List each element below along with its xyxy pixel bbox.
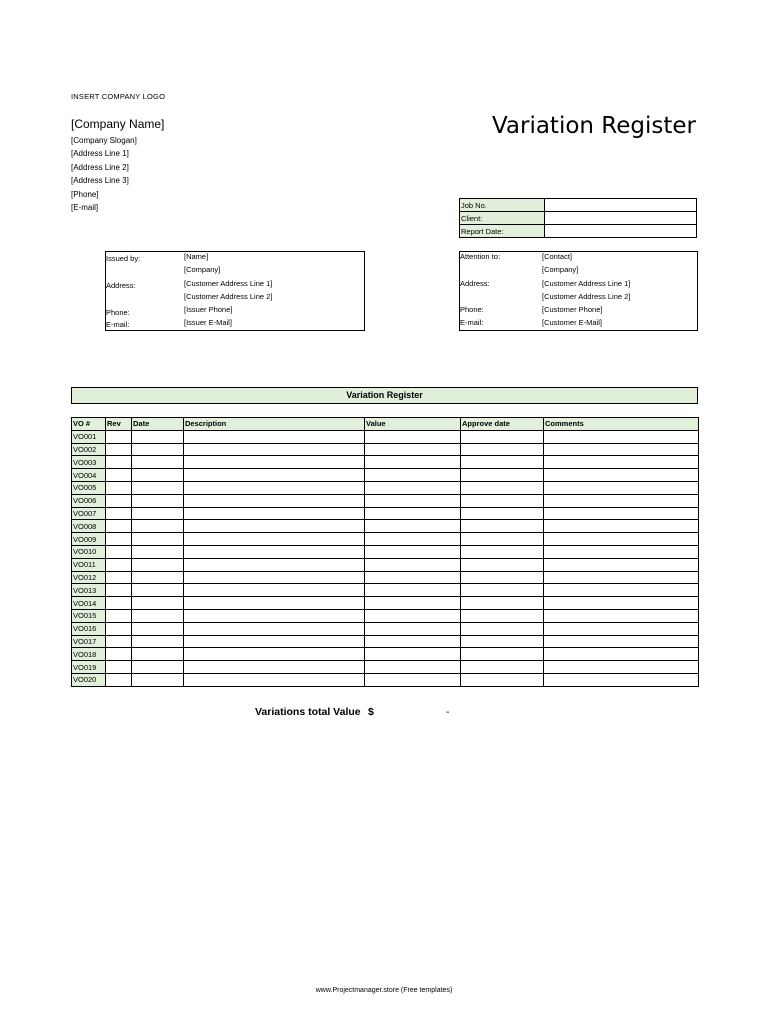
vo-number-cell: VO011 <box>72 558 106 571</box>
approve-date-cell[interactable] <box>461 558 544 571</box>
rev-cell[interactable] <box>106 571 132 584</box>
vo-number-cell: VO012 <box>72 571 106 584</box>
attention-to-box <box>459 251 698 331</box>
value-cell[interactable] <box>365 456 461 469</box>
company-email: [E-mail] <box>71 203 99 213</box>
date-cell[interactable] <box>132 469 184 482</box>
value-cell[interactable] <box>365 584 461 597</box>
comments-cell[interactable] <box>544 635 699 648</box>
vo-number-cell: VO002 <box>72 443 106 456</box>
table-row <box>72 443 699 456</box>
description-cell[interactable] <box>184 469 365 482</box>
comments-cell[interactable] <box>544 545 699 558</box>
contact-name: [Contact] <box>542 252 573 261</box>
rev-cell[interactable] <box>106 430 132 443</box>
value-cell[interactable] <box>365 533 461 546</box>
value-cell[interactable] <box>365 661 461 674</box>
approve-date-cell[interactable] <box>461 571 544 584</box>
approve-date-cell[interactable] <box>461 469 544 482</box>
issuer-address-line-2: [Customer Address Line 2] <box>184 292 273 301</box>
description-cell[interactable] <box>184 533 365 546</box>
description-cell[interactable] <box>184 494 365 507</box>
value-cell[interactable] <box>365 648 461 661</box>
comments-cell[interactable] <box>544 469 699 482</box>
date-cell[interactable] <box>132 481 184 494</box>
job-no-row <box>460 199 697 212</box>
rev-cell[interactable] <box>106 545 132 558</box>
table-row <box>72 481 699 494</box>
vo-number-cell: VO020 <box>72 673 106 686</box>
table-row <box>72 635 699 648</box>
customer-phone-label: Phone: <box>460 305 484 314</box>
date-cell[interactable] <box>132 533 184 546</box>
rev-cell[interactable] <box>106 673 132 686</box>
vo-number-cell: VO003 <box>72 456 106 469</box>
description-cell[interactable] <box>184 481 365 494</box>
approve-date-cell[interactable] <box>461 430 544 443</box>
approve-date-cell[interactable] <box>461 533 544 546</box>
description-cell[interactable] <box>184 597 365 610</box>
total-value: - <box>446 706 450 718</box>
rev-cell[interactable] <box>106 584 132 597</box>
table-row <box>72 456 699 469</box>
table-row <box>72 648 699 661</box>
vo-number-cell: VO014 <box>72 597 106 610</box>
approve-date-cell[interactable] <box>461 520 544 533</box>
value-cell[interactable] <box>365 635 461 648</box>
table-row <box>72 545 699 558</box>
value-cell[interactable] <box>365 673 461 686</box>
approve-date-cell[interactable] <box>461 443 544 456</box>
column-header-rev: Rev <box>106 418 132 431</box>
description-cell[interactable] <box>184 609 365 622</box>
rev-cell[interactable] <box>106 661 132 674</box>
table-row <box>72 469 699 482</box>
job-no-label: Job No. <box>460 199 545 212</box>
table-row <box>72 661 699 674</box>
value-cell[interactable] <box>365 622 461 635</box>
comments-cell[interactable] <box>544 597 699 610</box>
issuer-address-label: Address: <box>106 281 136 290</box>
comments-cell[interactable] <box>544 673 699 686</box>
report-date-row <box>460 225 697 238</box>
attention-to-label: Attention to: <box>460 252 501 261</box>
rev-cell[interactable] <box>106 520 132 533</box>
date-cell[interactable] <box>132 545 184 558</box>
date-cell[interactable] <box>132 661 184 674</box>
vo-number-cell: VO007 <box>72 507 106 520</box>
comments-cell[interactable] <box>544 622 699 635</box>
value-cell[interactable] <box>365 494 461 507</box>
comments-cell[interactable] <box>544 481 699 494</box>
table-row <box>72 584 699 597</box>
company-slogan: [Company Slogan] <box>71 136 137 145</box>
value-cell[interactable] <box>365 443 461 456</box>
description-cell[interactable] <box>184 661 365 674</box>
comments-cell[interactable] <box>544 533 699 546</box>
table-row <box>72 609 699 622</box>
approve-date-cell[interactable] <box>461 661 544 674</box>
rev-cell[interactable] <box>106 648 132 661</box>
column-header-value: Value <box>365 418 461 431</box>
description-cell[interactable] <box>184 648 365 661</box>
total-label: Variations total Value <box>255 706 361 718</box>
date-cell[interactable] <box>132 648 184 661</box>
rev-cell[interactable] <box>106 481 132 494</box>
date-cell[interactable] <box>132 558 184 571</box>
approve-date-cell[interactable] <box>461 545 544 558</box>
column-header-vo: VO # <box>72 418 106 431</box>
column-header-comments: Comments <box>544 418 699 431</box>
value-cell[interactable] <box>365 597 461 610</box>
description-cell[interactable] <box>184 673 365 686</box>
rev-cell[interactable] <box>106 469 132 482</box>
description-cell[interactable] <box>184 430 365 443</box>
table-row <box>72 494 699 507</box>
comments-cell[interactable] <box>544 571 699 584</box>
vo-number-cell: VO019 <box>72 661 106 674</box>
company-address-line-3: [Address Line 3] <box>71 176 129 186</box>
issued-by-box <box>105 251 365 331</box>
table-row <box>72 507 699 520</box>
client-label: Client: <box>460 212 545 225</box>
value-cell[interactable] <box>365 545 461 558</box>
company-details <box>71 134 137 214</box>
rev-cell[interactable] <box>106 622 132 635</box>
table-row <box>72 430 699 443</box>
approve-date-cell[interactable] <box>461 673 544 686</box>
date-cell[interactable] <box>132 571 184 584</box>
report-date-label: Report Date: <box>460 225 545 238</box>
table-row <box>72 558 699 571</box>
table-row <box>72 673 699 686</box>
value-cell[interactable] <box>365 507 461 520</box>
approve-date-cell[interactable] <box>461 456 544 469</box>
comments-cell[interactable] <box>544 648 699 661</box>
rev-cell[interactable] <box>106 507 132 520</box>
description-cell[interactable] <box>184 520 365 533</box>
customer-phone: [Customer Phone] <box>542 305 603 314</box>
vo-number-cell: VO017 <box>72 635 106 648</box>
table-row <box>72 571 699 584</box>
approve-date-cell[interactable] <box>461 622 544 635</box>
register-section-title: Variation Register <box>71 387 698 404</box>
date-cell[interactable] <box>132 456 184 469</box>
comments-cell[interactable] <box>544 443 699 456</box>
comments-cell[interactable] <box>544 609 699 622</box>
vo-number-cell: VO018 <box>72 648 106 661</box>
register-body <box>72 430 699 686</box>
job-no-value[interactable] <box>545 199 697 212</box>
date-cell[interactable] <box>132 443 184 456</box>
table-row <box>72 622 699 635</box>
issuer-address-line-1: [Customer Address Line 1] <box>184 279 273 288</box>
vo-number-cell: VO015 <box>72 609 106 622</box>
value-cell[interactable] <box>365 558 461 571</box>
table-row <box>72 520 699 533</box>
vo-number-cell: VO010 <box>72 545 106 558</box>
customer-address-line-2: [Customer Address Line 2] <box>542 292 631 301</box>
comments-cell[interactable] <box>544 456 699 469</box>
date-cell[interactable] <box>132 430 184 443</box>
date-cell[interactable] <box>132 494 184 507</box>
date-cell[interactable] <box>132 584 184 597</box>
vo-number-cell: VO004 <box>72 469 106 482</box>
issuer-email: [Issuer E-Mail] <box>184 318 232 327</box>
issuer-phone-label: Phone: <box>106 308 130 317</box>
value-cell[interactable] <box>365 571 461 584</box>
client-value[interactable] <box>545 212 697 225</box>
company-phone: [Phone] <box>71 189 99 199</box>
approve-date-cell[interactable] <box>461 648 544 661</box>
approve-date-cell[interactable] <box>461 481 544 494</box>
description-cell[interactable] <box>184 571 365 584</box>
date-cell[interactable] <box>132 609 184 622</box>
description-cell[interactable] <box>184 622 365 635</box>
issuer-phone: [Issuer Phone] <box>184 305 233 314</box>
vo-number-cell: VO009 <box>72 533 106 546</box>
vo-number-cell: VO006 <box>72 494 106 507</box>
description-cell[interactable] <box>184 635 365 648</box>
rev-cell[interactable] <box>106 456 132 469</box>
approve-date-cell[interactable] <box>461 635 544 648</box>
rev-cell[interactable] <box>106 533 132 546</box>
footer-credit: www.Projectmanager.store (Free templates) <box>315 987 453 994</box>
value-cell[interactable] <box>365 430 461 443</box>
comments-cell[interactable] <box>544 661 699 674</box>
column-header-date: Date <box>132 418 184 431</box>
description-cell[interactable] <box>184 443 365 456</box>
total-currency: $ <box>368 706 374 718</box>
date-cell[interactable] <box>132 520 184 533</box>
description-cell[interactable] <box>184 507 365 520</box>
rev-cell[interactable] <box>106 635 132 648</box>
issued-by-label: Issued by: <box>106 254 141 263</box>
rev-cell[interactable] <box>106 558 132 571</box>
register-header-row <box>72 418 699 431</box>
company-address-line-1: [Address Line 1] <box>71 149 129 159</box>
column-header-description: Description <box>184 418 365 431</box>
comments-cell[interactable] <box>544 558 699 571</box>
description-cell[interactable] <box>184 456 365 469</box>
rev-cell[interactable] <box>106 494 132 507</box>
issuer-email-label: E-mail: <box>106 320 130 329</box>
comments-cell[interactable] <box>544 507 699 520</box>
issuer-company: [Company] <box>184 265 221 274</box>
date-cell[interactable] <box>132 507 184 520</box>
comments-cell[interactable] <box>544 494 699 507</box>
date-cell[interactable] <box>132 635 184 648</box>
customer-address-label: Address: <box>460 279 490 288</box>
description-cell[interactable] <box>184 545 365 558</box>
description-cell[interactable] <box>184 558 365 571</box>
comments-cell[interactable] <box>544 520 699 533</box>
variation-register-table <box>71 417 699 687</box>
company-address-line-2: [Address Line 2] <box>71 162 129 172</box>
customer-address-line-1: [Customer Address Line 1] <box>542 279 631 288</box>
rev-cell[interactable] <box>106 597 132 610</box>
value-cell[interactable] <box>365 520 461 533</box>
company-logo-placeholder: INSERT COMPANY LOGO <box>71 92 166 101</box>
vo-number-cell: VO005 <box>72 481 106 494</box>
approve-date-cell[interactable] <box>461 494 544 507</box>
document-title: Variation Register <box>491 113 696 139</box>
column-header-approve-date: Approve date <box>461 418 544 431</box>
table-row <box>72 533 699 546</box>
description-cell[interactable] <box>184 584 365 597</box>
rev-cell[interactable] <box>106 609 132 622</box>
issuer-name: [Name] <box>184 252 209 261</box>
table-row <box>72 597 699 610</box>
comments-cell[interactable] <box>544 430 699 443</box>
report-date-value[interactable] <box>545 225 697 238</box>
approve-date-cell[interactable] <box>461 609 544 622</box>
vo-number-cell: VO008 <box>72 520 106 533</box>
contact-company: [Company] <box>542 265 579 274</box>
vo-number-cell: VO016 <box>72 622 106 635</box>
company-name: [Company Name] <box>71 117 165 131</box>
date-cell[interactable] <box>132 673 184 686</box>
approve-date-cell[interactable] <box>461 597 544 610</box>
value-cell[interactable] <box>365 609 461 622</box>
value-cell[interactable] <box>365 481 461 494</box>
approve-date-cell[interactable] <box>461 584 544 597</box>
date-cell[interactable] <box>132 622 184 635</box>
customer-email-label: E-mail: <box>460 318 484 327</box>
value-cell[interactable] <box>365 469 461 482</box>
date-cell[interactable] <box>132 597 184 610</box>
vo-number-cell: VO001 <box>72 430 106 443</box>
comments-cell[interactable] <box>544 584 699 597</box>
vo-number-cell: VO013 <box>72 584 106 597</box>
approve-date-cell[interactable] <box>461 507 544 520</box>
client-row <box>460 212 697 225</box>
customer-email: [Customer E-Mail] <box>542 318 603 327</box>
job-info-table <box>459 198 697 238</box>
rev-cell[interactable] <box>106 443 132 456</box>
